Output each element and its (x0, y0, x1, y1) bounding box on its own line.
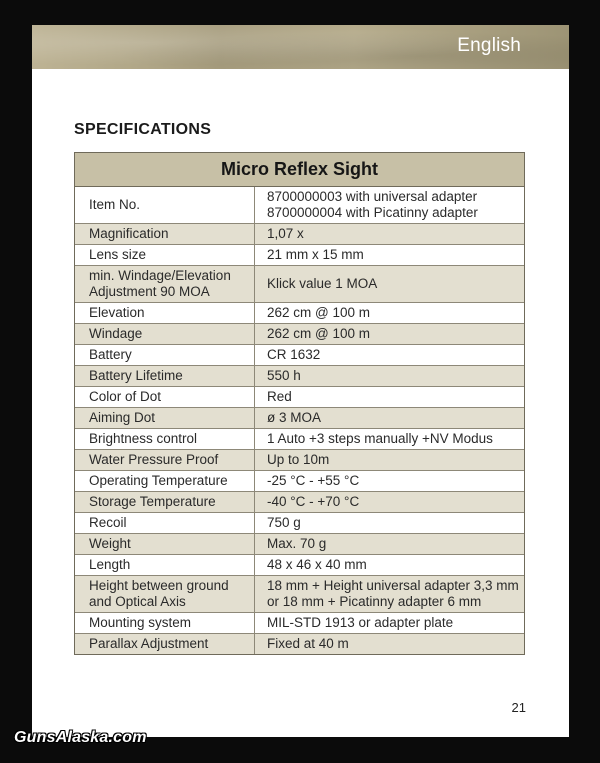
table-row (75, 408, 524, 429)
table-row (75, 534, 524, 555)
spec-label: Height between ground and Optical Axis (75, 576, 255, 612)
spec-label: Item No. (75, 187, 255, 223)
spec-label: Magnification (75, 224, 255, 244)
spec-label: Battery Lifetime (75, 366, 255, 386)
spec-label: Water Pressure Proof (75, 450, 255, 470)
spec-value: 8700000003 with universal adapter 8700000004 with Picatinny adapter (267, 189, 478, 220)
table-row (75, 366, 524, 387)
language-banner (32, 25, 569, 69)
table-row (75, 471, 524, 492)
table-row (75, 245, 524, 266)
table-row (75, 576, 524, 613)
spec-label: Brightness control (75, 429, 255, 449)
table-row (75, 492, 524, 513)
spec-value: CR 1632 (267, 347, 321, 362)
spec-value: 550 h (267, 368, 301, 383)
spec-value: Up to 10m (267, 452, 330, 467)
spec-label: Windage (75, 324, 255, 344)
table-row (75, 303, 524, 324)
spec-label: Storage Temperature (75, 492, 255, 512)
manual-page (32, 25, 569, 737)
table-row (75, 613, 524, 634)
table-row (75, 555, 524, 576)
table-row (75, 224, 524, 245)
spec-label: Operating Temperature (75, 471, 255, 491)
spec-value: 750 g (267, 515, 301, 530)
spec-value: MIL-STD 1913 or adapter plate (267, 615, 454, 630)
spec-value: 1,07 x (267, 226, 304, 241)
spec-value: Fixed at 40 m (267, 636, 349, 651)
spec-value: 262 cm @ 100 m (267, 305, 370, 320)
spec-label: Lens size (75, 245, 255, 265)
spec-value: -25 °C - +55 °C (267, 473, 360, 488)
table-row (75, 345, 524, 366)
spec-value: ø 3 MOA (267, 410, 322, 425)
spec-label: min. Windage/Elevation Adjustment 90 MOA (75, 266, 255, 302)
table-row (75, 450, 524, 471)
table-title: Micro Reflex Sight (75, 153, 524, 187)
spec-label: Mounting system (75, 613, 255, 633)
spec-label: Length (75, 555, 255, 575)
table-row (75, 266, 524, 303)
spec-value: -40 °C - +70 °C (267, 494, 360, 509)
table-row (75, 324, 524, 345)
spec-label: Recoil (75, 513, 255, 533)
specifications-table (74, 152, 525, 655)
spec-value: 262 cm @ 100 m (267, 326, 370, 341)
spec-value: Klick value 1 MOA (267, 276, 378, 291)
language-label: English (457, 35, 521, 56)
section-title: SPECIFICATIONS (74, 121, 212, 138)
spec-label: Color of Dot (75, 387, 255, 407)
spec-value: 21 mm x 15 mm (267, 247, 364, 262)
spec-value: Red (267, 389, 292, 404)
spec-value: Max. 70 g (267, 536, 327, 551)
spec-label: Aiming Dot (75, 408, 255, 428)
table-row (75, 429, 524, 450)
table-row (75, 634, 524, 654)
spec-label: Parallax Adjustment (75, 634, 255, 654)
table-row (75, 187, 524, 224)
spec-value: 48 x 46 x 40 mm (267, 557, 367, 572)
table-body (75, 187, 524, 654)
spec-value: 18 mm + Height universal adapter 3,3 mm or 18 mm + Picatinny adapter 6 mm (267, 578, 519, 609)
page-number: 21 (511, 700, 526, 715)
spec-label: Elevation (75, 303, 255, 323)
spec-value: 1 Auto +3 steps manually +NV Modus (267, 431, 493, 446)
table-row (75, 513, 524, 534)
spec-label: Weight (75, 534, 255, 554)
spec-label: Battery (75, 345, 255, 365)
watermark: GunsAlaska.com (14, 729, 147, 746)
table-row (75, 387, 524, 408)
